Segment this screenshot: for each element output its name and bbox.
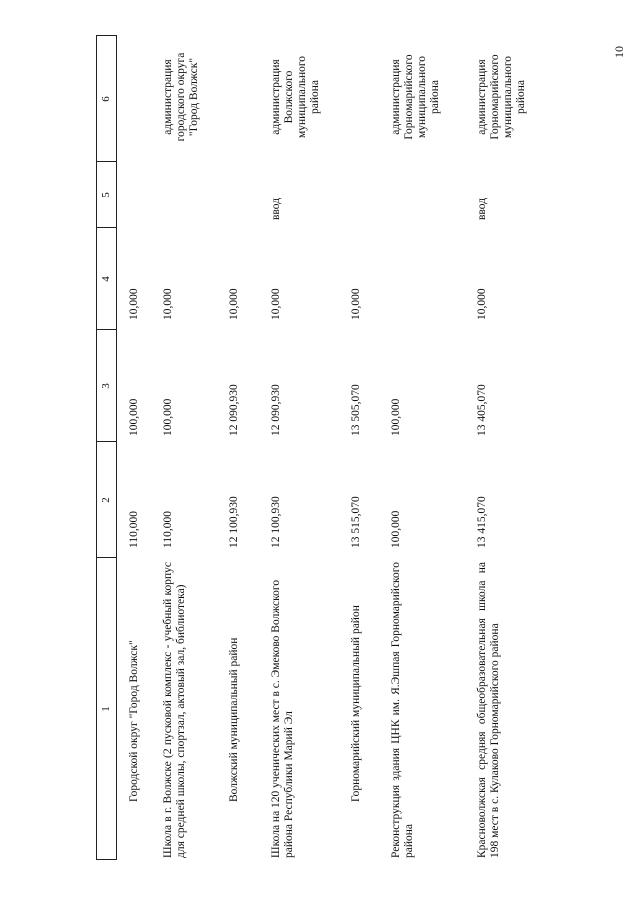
responsible-party: администрация Горномарийского муниципального района xyxy=(476,54,527,140)
total-value: 110,000 xyxy=(162,511,174,548)
value-col3: 100,000 xyxy=(162,398,174,436)
value-col3: 100,000 xyxy=(390,398,402,436)
value-col4: 10,000 xyxy=(270,288,282,320)
page-number: 10 xyxy=(612,46,626,58)
status-value: ввод xyxy=(476,197,488,220)
value-col3: 13 405,070 xyxy=(476,384,488,436)
total-value: 13 515,070 xyxy=(350,496,362,548)
table-top-border xyxy=(96,35,97,860)
total-value: 12 100,930 xyxy=(228,496,240,548)
total-value: 100,000 xyxy=(390,510,402,548)
total-value: 110,000 xyxy=(128,511,140,548)
value-col3: 100,000 xyxy=(128,398,140,436)
total-value: 12 100,930 xyxy=(270,496,282,548)
column-header: 6 xyxy=(100,96,112,102)
status-value: ввод xyxy=(270,197,282,220)
column-header: 4 xyxy=(100,276,112,282)
row-name: Школа в г. Волжске (2 пусковой комплекс - учебный корпус для средней школы, спортзал, актовый зал, библиотека) xyxy=(162,562,187,858)
column-header: 3 xyxy=(100,383,112,389)
responsible-party: администрация Волжского муниципального района xyxy=(270,55,321,139)
table-header-border xyxy=(116,35,117,860)
value-col4: 10,000 xyxy=(228,288,240,320)
responsible-party: администрация Горномарийского муниципального района xyxy=(390,54,441,140)
column-header: 1 xyxy=(100,706,112,712)
value-col3: 12 090,930 xyxy=(228,384,240,436)
total-value: 13 415,070 xyxy=(476,496,488,548)
row-name: Красноволжская средняя общеобразовательная школа на 198 мест в с. Кулаково Горномарийского района xyxy=(476,562,501,858)
value-col4: 10,000 xyxy=(128,288,140,320)
column-header: 5 xyxy=(100,192,112,198)
value-col4: 10,000 xyxy=(476,288,488,320)
column-header: 2 xyxy=(100,497,112,503)
value-col4: 10,000 xyxy=(350,288,362,320)
rotated-table xyxy=(96,35,527,860)
row-name: Городской округ "Город Волжск" xyxy=(128,640,140,802)
row-name: Реконструкция здания ЦНК им. Я.Эшпая Горномарийского района xyxy=(390,562,415,858)
row-name: Горномарийский муниципальный район xyxy=(350,605,362,802)
responsible-party: администрация городского округа "Город Волжск" xyxy=(162,52,200,142)
row-name: Волжский муниципальный район xyxy=(228,637,240,802)
value-col3: 12 090,930 xyxy=(270,384,282,436)
value-col3: 13 505,070 xyxy=(350,384,362,436)
value-col4: 10,000 xyxy=(162,288,174,320)
row-name: Школа на 120 ученических мест в с. Эмеково Волжского района Республики Марий Эл xyxy=(270,579,295,858)
